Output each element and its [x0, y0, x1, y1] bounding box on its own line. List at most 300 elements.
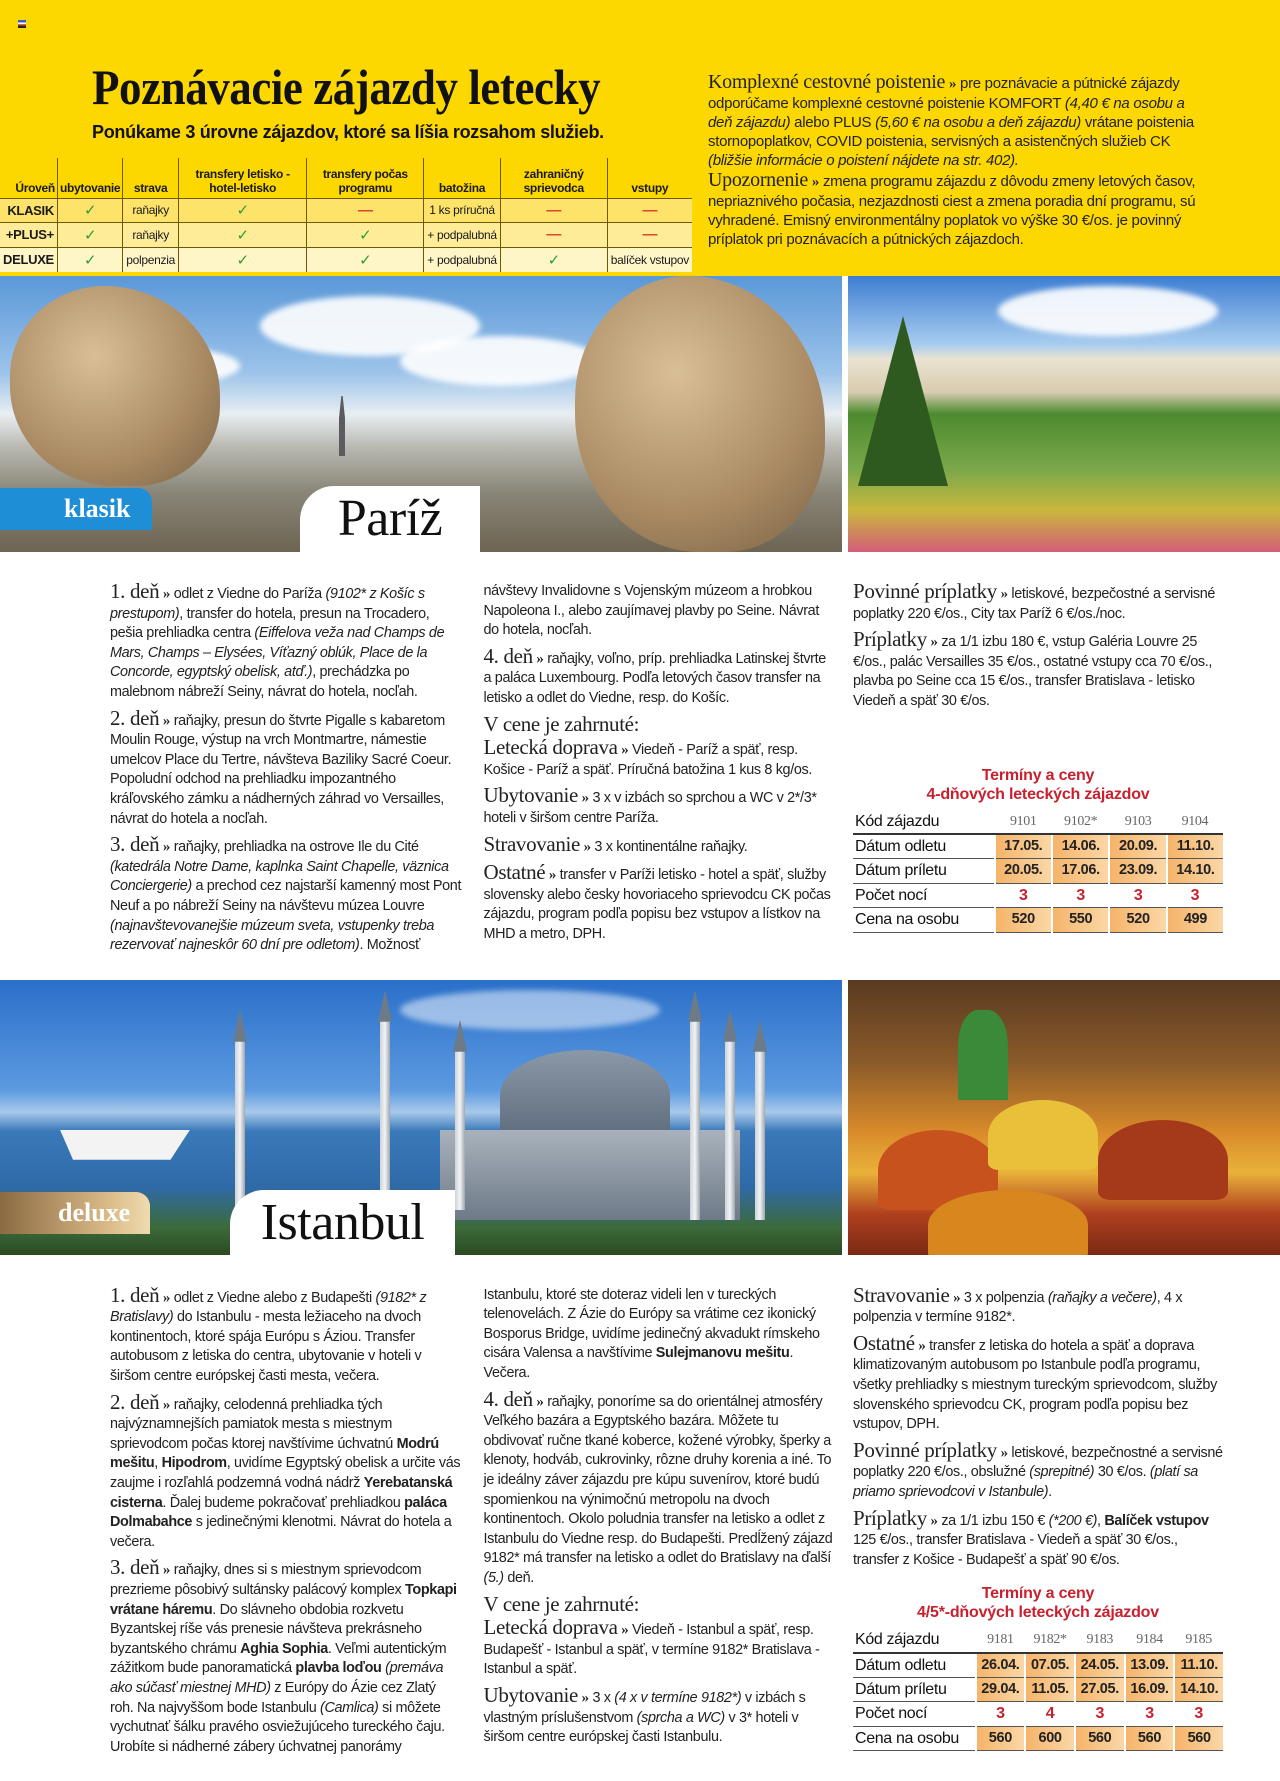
- day-4: [483, 643, 836, 709]
- separator: »: [621, 742, 629, 759]
- separator: »: [581, 790, 589, 807]
- price-cell: 3: [1075, 1702, 1125, 1727]
- level-badge-deluxe: deluxe: [0, 1192, 150, 1234]
- price-row-cost: [853, 908, 1223, 933]
- separator: »: [162, 712, 171, 729]
- price-row-cost: [853, 1726, 1223, 1751]
- text-segment: . Ďalej budeme pokračovať prehliadkou: [162, 1494, 405, 1511]
- table-cell: [307, 198, 424, 223]
- price-cell: 3: [1167, 883, 1223, 908]
- column-header: transfery letisko -hotel-letisko: [178, 158, 306, 198]
- info-label: Príplatky: [853, 627, 927, 652]
- row-label: Kód zájazdu: [853, 810, 995, 835]
- info-label: Ostatné: [853, 1330, 915, 1355]
- spice-bazaar-photo: [848, 980, 1280, 1255]
- versailles-garden-photo: [848, 276, 1280, 552]
- paris-extras: [853, 579, 1223, 933]
- check-icon: ✓: [236, 202, 249, 220]
- check-icon: ✓: [83, 251, 97, 269]
- text-segment: zmena programu zájazdu z dôvodu zmeny letových časov, nepriaznivého počasia, nezjazdnosti ciest a zmena poradia dní programu, sú vyhradené. Emisný environmentálny poplatok vo výške 30 €/os. je povinný príplatok pri poznávacích a pútnických zájazdoch.: [708, 173, 1196, 248]
- separator: »: [536, 650, 544, 667]
- page-subtitle: Ponúkame 3 úrovne zájazdov, ktoré sa líšia rozsahom služieb.: [92, 122, 604, 142]
- separator: »: [918, 1337, 926, 1354]
- day-4: [483, 1386, 836, 1589]
- info-label: Ostatné: [483, 860, 546, 885]
- info-paragraph: [853, 1282, 1223, 1328]
- text-segment: , 4 x polpenzia v termíne 9182*.: [853, 1289, 1183, 1326]
- text-segment: raňajky, voľno, príp. prehliadka Latinskej štvrte a paláca Luxembourg. Podľa letových časov transfer na letisko a odlet do Viedne, resp. do Košíc.: [483, 650, 826, 706]
- price-cell: 11.05.: [1025, 1677, 1075, 1702]
- info-paragraph: [483, 860, 836, 944]
- istanbul-price-block: [853, 1584, 1223, 1751]
- gargoyle-right-shape: [575, 276, 825, 552]
- cell-text: polpenzia: [126, 252, 175, 267]
- separator: »: [536, 1393, 544, 1410]
- separator: »: [930, 634, 938, 651]
- text-segment: (Eiffelova veža nad Champs de Mars, Champs – Elysées, Víťazný oblúk, Place de la Concorde, egyptský obelisk, atď.): [110, 625, 445, 681]
- destination-title-paris: Paríž: [300, 486, 480, 552]
- text-segment: (najnavštevovanejšie múzeum sveta, vstupenky treba rezervovať najneskôr 60 dní pre odletom): [110, 917, 435, 954]
- price-cell: 9185: [1174, 1628, 1223, 1653]
- price-table-subtitle: 4/5*-dňových leteckých zájazdov: [917, 1604, 1159, 1622]
- istanbul-extras: [853, 1282, 1223, 1752]
- price-cell: 3: [995, 883, 1052, 908]
- text-segment: raňajky, ponoríme sa do orientálnej atmosféry Veľkého bazára a Egyptského bazára. Môžete tu obdivovať ručne tkané koberce, kožené výrobky, šperky a klenoty, hodváb, cukrovinky, rôzne druhy korenia a iné. To je ideálny záver zájazdu pre kúpu suvenírov, ktoré budú spomienkou na výnimočnú metropolu na dvoch kontinentoch. Okolo poludnia transfer na letisko a odlet z Istanbulu do Viedne resp. do Budapešti. Predĺžený zájazd 9182* má transfer na letisko a odlet do Bratislavy na ďalší: [483, 1393, 833, 1567]
- price-cell: 9101: [995, 810, 1052, 835]
- insurance-label: Komplexné cestovné poistenie: [708, 71, 946, 93]
- paris-price-block: [853, 766, 1223, 933]
- price-cell: 11.10.: [1167, 834, 1223, 859]
- price-cell: 07.05.: [1025, 1653, 1075, 1678]
- text-segment: raňajky, dnes si s miestnym sprievodcom prezrieme pôsobivý sultánsky palácový komplex: [110, 1562, 422, 1598]
- check-icon: ✓: [547, 251, 560, 269]
- price-cell: 3: [1052, 883, 1109, 908]
- separator: »: [162, 1396, 171, 1413]
- text-segment: (Camlica): [320, 1699, 379, 1716]
- text-segment: (raňajky a večere): [1047, 1289, 1157, 1306]
- insurance-paragraph: [708, 73, 1208, 170]
- info-label: Ubytovanie: [483, 783, 578, 808]
- day-label: 3. deň: [110, 1555, 160, 1580]
- price-cell: 27.05.: [1075, 1677, 1125, 1702]
- price-cell: 4: [1025, 1702, 1075, 1727]
- separator: »: [811, 174, 820, 190]
- istanbul-text-row: [0, 1256, 1280, 1781]
- day-label: 1. deň: [110, 579, 160, 603]
- separator: »: [162, 1289, 171, 1306]
- price-cell: 20.05.: [995, 859, 1052, 884]
- info-label: Príplatky: [853, 1505, 927, 1530]
- price-cell: 9102*: [1052, 810, 1109, 835]
- table-cell: [500, 223, 607, 248]
- istanbul-itinerary: [110, 1282, 835, 1758]
- row-label: Dátum príletu: [853, 859, 995, 884]
- text-segment: ,: [154, 1455, 162, 1472]
- paragraph-text: [484, 1394, 833, 1586]
- price-cell: 560: [1125, 1726, 1175, 1751]
- separator: »: [953, 1289, 961, 1306]
- price-cell: 560: [976, 1726, 1026, 1751]
- text-segment: , uvidíme Egyptský obelisk a určite vás zaujme i rozľahlá podzemná vodná nádrž: [110, 1455, 461, 1492]
- table-row: [0, 247, 692, 272]
- check-icon: ✓: [83, 202, 97, 220]
- table-cell: [424, 247, 500, 272]
- table-cell: [500, 247, 607, 272]
- check-icon: ✓: [83, 226, 97, 244]
- separator: »: [162, 586, 171, 602]
- table-cell: [178, 247, 306, 272]
- text-segment: raňajky, presun do štvrte Pigalle s kabaretom Moulin Rouge, výstup na vrch Montmartre, námestie umelcov Place du Tertre, návšteva Baziliky Sacré Coeur. Popoludní odchod na prehliadku impozantného kráľovského zámku a nádherných záhrad vo Versailles, návrat do hotela a nocľah.: [110, 712, 452, 827]
- text-segment: (sprcha a WC): [636, 1709, 725, 1726]
- text-segment: (premáva ako súčasť miestnej MHD): [110, 1660, 444, 1696]
- price-cell: 17.05.: [995, 834, 1052, 859]
- price-cell: 9184: [1125, 1628, 1175, 1653]
- day-label: 1. deň: [110, 1282, 160, 1307]
- info-paragraph: [483, 831, 836, 858]
- table-cell: [57, 198, 122, 223]
- price-row-date: [853, 834, 1223, 859]
- price-row-date: [853, 859, 1223, 884]
- price-cell: 14.06.: [1052, 834, 1109, 859]
- price-cell: 3: [1174, 1702, 1223, 1727]
- price-cell: 26.04.: [976, 1653, 1026, 1678]
- day-label: 2. deň: [110, 1389, 160, 1414]
- price-cell: 3: [1109, 883, 1166, 908]
- info-paragraph: [483, 1615, 836, 1680]
- text-segment: Topkapi vrátane háremu: [110, 1582, 457, 1618]
- column-header: batožina: [424, 158, 500, 198]
- table-cell: [123, 223, 179, 248]
- row-label: Cena na osobu: [853, 908, 995, 933]
- text-segment: odlet z Viedne do Paríža: [170, 586, 326, 602]
- text-segment: pre poznávacie a pútnické zájazdy odporúčame komplexné cestovné poistenie KOMFORT: [708, 75, 1180, 112]
- paragraph-text: [110, 1397, 460, 1550]
- price-cell: 23.09.: [1109, 859, 1166, 884]
- price-row-date: [853, 1677, 1223, 1702]
- separator: »: [621, 1622, 629, 1639]
- paragraph-text: [484, 651, 826, 706]
- text-segment: ,: [1097, 1512, 1105, 1529]
- table-cell: [0, 247, 57, 272]
- info-label: Povinné príplatky: [853, 1437, 997, 1462]
- row-label: Dátum príletu: [853, 1677, 976, 1702]
- price-row-nights: [853, 883, 1223, 908]
- table-cell: [424, 198, 500, 223]
- text-segment: .: [1048, 1484, 1052, 1501]
- level-badge-klasik: klasik: [0, 488, 152, 530]
- table-cell: [424, 223, 500, 248]
- table-cell: [57, 247, 122, 272]
- text-segment: (4,40 € na osobu a deň zájazdu): [708, 95, 1185, 131]
- text-segment: (9102* z Košíc s prestupom): [110, 586, 425, 622]
- row-label: Počet nocí: [853, 1702, 976, 1727]
- text-segment: Sulejmanovu mešitu: [655, 1345, 790, 1362]
- info-label: Letecká doprava: [483, 735, 618, 760]
- table-cell: [57, 223, 122, 248]
- price-cell: 9103: [1109, 810, 1166, 835]
- text-segment: 3 x kontinentálne raňajky.: [590, 838, 748, 855]
- text-segment: , prechádzka po malebnom nábreží Seiny, návrat do hotela, nocľah.: [110, 664, 418, 700]
- table-cell: [123, 198, 179, 223]
- day-label: 3. deň: [110, 832, 160, 857]
- check-icon: ✓: [236, 251, 249, 269]
- price-row-code: [853, 810, 1223, 835]
- table-cell: [607, 223, 692, 248]
- price-cell: 14.10.: [1167, 859, 1223, 884]
- info-label: Letecká doprava: [483, 1615, 618, 1640]
- paragraph-text: [110, 713, 451, 827]
- price-table-title: Termíny a ceny: [981, 1585, 1095, 1603]
- text-segment: Modrú mešitu: [110, 1435, 439, 1472]
- dash-icon: —: [546, 226, 562, 244]
- text-segment: v 3* hoteli v širšom centre európskej časti Istanbulu.: [483, 1709, 799, 1746]
- text-segment: (platí sa priamo sprievodcovi v Istanbule): [853, 1464, 1198, 1501]
- price-row-nights: [853, 1702, 1223, 1727]
- day-1: [110, 1282, 462, 1387]
- included-heading: V cene je zahrnuté:: [483, 1591, 640, 1616]
- price-cell: 24.05.: [1075, 1653, 1125, 1678]
- info-label: Ubytovanie: [483, 1682, 578, 1707]
- day-2: [110, 705, 462, 830]
- text-segment: 125 €/os., transfer Bratislava - Viedeň a späť 30 €/os., transfer z Košice - Budapešť a späť 90 €/os.: [853, 1532, 1178, 1568]
- text-segment: 3 x polpenzia: [960, 1289, 1048, 1306]
- price-cell: 13.09.: [1125, 1653, 1175, 1678]
- row-label: Cena na osobu: [853, 1726, 976, 1751]
- price-cell: 520: [1109, 908, 1166, 933]
- info-paragraph: [483, 735, 836, 780]
- info-paragraph: [853, 1505, 1223, 1571]
- text-segment: do Istanbulu - mesta ležiaceho na dvoch kontinentoch, ktoré spája Európu s Áziou. Transfer autobusom z letiska do centra, ubytovanie v hoteli v širšom centre európskej časti mesta, večera.: [110, 1309, 422, 1385]
- price-cell: 9182*: [1025, 1628, 1075, 1653]
- check-icon: ✓: [359, 251, 372, 269]
- included-heading: V cene je zahrnuté:: [483, 711, 640, 736]
- cell-text: + podpalubná: [427, 227, 497, 242]
- text-segment: . Možnosť návštevy Invalidovne s Vojenským múzeom a hrobkou Napoleona I., alebo zaujímavej plavby po Seine. Návrat do hotela, nocľah.: [359, 583, 819, 954]
- text-segment: za 1/1 izbu 180 €, vstup Galéria Louvre 25 €/os., palác Versailles 35 €/os., ostatné vstupy cca 70 €/os., plavba po Seine cca 15 €/os., transfer Bratislava - letisko Viedeň a späť 30 €/os.: [853, 634, 1213, 709]
- check-icon: ✓: [359, 226, 372, 244]
- cell-text: raňajky: [132, 203, 169, 218]
- text-segment: (5,60 € na osobu a deň zájazdu): [875, 114, 1081, 131]
- text-segment: paláca Dolmabahce: [110, 1494, 447, 1531]
- header-info: [708, 0, 1208, 256]
- text-segment: , transfer do hotela, presun na Trocadero, pešia prehliadka centra: [110, 605, 430, 642]
- cell-text: + podpalubná: [427, 252, 497, 267]
- text-segment: odlet z Viedne alebo z Budapešti: [170, 1289, 376, 1306]
- text-segment: (katedrála Notre Dame, kaplnka Saint Chapelle, väznica Conciergerie): [110, 858, 449, 895]
- text-segment: z Európy do Ázie cez Zlatý roh. Na najvyššom bode Istanbulu: [110, 1679, 436, 1716]
- text-segment: Balíček vstupov: [1104, 1512, 1209, 1529]
- price-cell: 560: [1174, 1726, 1223, 1751]
- text-segment: plavba loďou: [295, 1660, 382, 1677]
- dash-icon: —: [546, 201, 562, 219]
- separator: »: [581, 1689, 589, 1706]
- dash-icon: —: [357, 201, 373, 219]
- column-header: ubytovanie: [57, 158, 122, 198]
- separator: »: [948, 76, 957, 92]
- column-header: Úroveň: [15, 180, 55, 195]
- text-segment: v izbách s vlastným príslušenstvom: [483, 1689, 806, 1726]
- text-segment: Viedeň - Paríž a späť, resp. Košice - Paríž a späť. Príručná batožina 1 kus 8 kg/os.: [483, 742, 812, 778]
- page-title: Poznávacie zájazdy letecky: [92, 59, 601, 115]
- gargoyle-left-shape: [10, 286, 220, 486]
- cell-text: +PLUS+: [5, 227, 54, 243]
- separator: »: [583, 838, 591, 855]
- price-cell: 499: [1167, 908, 1223, 933]
- text-segment: raňajky, prehliadka na ostrove Ile du Cité: [170, 839, 419, 856]
- table-header-row: [0, 158, 692, 198]
- info-paragraph: [853, 1330, 1223, 1435]
- price-cell: 29.04.: [976, 1677, 1026, 1702]
- row-label: Počet nocí: [853, 883, 995, 908]
- separator: »: [162, 1562, 171, 1579]
- check-icon: ✓: [236, 226, 249, 244]
- row-label: Dátum odletu: [853, 834, 995, 859]
- eiffel-tower-shape: [335, 396, 349, 456]
- text-segment: . Do slávneho obdobia rozkvetu Byzantskej ríše vás prenesie návšteva prekrásneho byzantského chrámu: [110, 1601, 422, 1657]
- separator: »: [162, 839, 171, 856]
- text-segment: Hipodrom: [161, 1455, 227, 1472]
- dash-icon: —: [642, 226, 658, 244]
- cell-text: raňajky: [132, 227, 169, 242]
- cell-text: balíček vstupov: [610, 252, 689, 267]
- text-segment: letiskové, bezpečostné a servisné poplatky 220 €/os., City tax Paríž 6 €/os./noc.: [853, 586, 1216, 622]
- price-cell: 9181: [976, 1628, 1026, 1653]
- paris-text-row: [0, 552, 1280, 980]
- text-segment: (*200 €): [1048, 1512, 1098, 1529]
- registration-mark-icon: [18, 20, 26, 28]
- table-cell: [0, 198, 57, 223]
- text-segment: 3 x: [588, 1689, 615, 1706]
- price-cell: 14.10.: [1174, 1677, 1223, 1702]
- info-label: Stravovanie: [853, 1282, 950, 1307]
- info-paragraph: [853, 627, 1223, 711]
- price-cell: 11.10.: [1174, 1653, 1223, 1678]
- text-segment: raňajky, celodenná prehliadka tých najvýznamnejších pamiatok mesta s miestnym sprievodcom počas ktorej navštívime úchvatnú: [110, 1396, 397, 1452]
- row-label: Dátum odletu: [853, 1653, 976, 1678]
- service-levels-table: [0, 158, 692, 272]
- text-segment: deň.: [503, 1570, 534, 1586]
- separator: »: [1000, 586, 1008, 602]
- info-text: [591, 839, 748, 855]
- text-segment: (sprepitné): [1029, 1464, 1095, 1481]
- price-row-code: [853, 1628, 1223, 1653]
- header-banner: [0, 0, 1280, 276]
- table-row: [0, 198, 692, 223]
- notice-label: Upozornenie: [708, 169, 808, 191]
- info-paragraph: [853, 579, 1223, 624]
- price-table: [853, 1628, 1223, 1751]
- text-segment: letiskové, bezpečnostné a servisné poplatky 220 €/os., obslužné: [853, 1444, 1223, 1481]
- day-2: [110, 1389, 462, 1553]
- text-segment: (5.): [483, 1570, 504, 1586]
- cell-text: 1 ks príručná: [429, 203, 495, 218]
- column-header: transfery počas programu: [307, 158, 424, 198]
- info-paragraph: [483, 783, 836, 828]
- separator: »: [548, 867, 557, 884]
- info-label: Povinné príplatky: [853, 579, 997, 603]
- paris-itinerary: [110, 579, 835, 956]
- day-1: [110, 579, 462, 703]
- table-cell: [500, 198, 607, 223]
- cell-text: KLASIK: [7, 202, 54, 218]
- paris-photo-row: [0, 276, 1280, 552]
- info-label: Stravovanie: [483, 831, 580, 856]
- price-cell: 550: [1052, 908, 1109, 933]
- text-segment: a prechod cez najstarší kamenný most Pont Neuf a po nábreží Seiny na návštevu múzea Louvre: [110, 878, 462, 914]
- text-segment: Viedeň - Istanbul a späť, resp. Budapešť - Istanbul a späť, v termíne 9182* Bratislava - Istanbul a späť.: [483, 1622, 820, 1678]
- text-segment: (9182* z Bratislavy): [110, 1289, 427, 1326]
- info-paragraph: [853, 1437, 1223, 1503]
- text-segment: za 1/1 izbu 150 €: [937, 1512, 1049, 1529]
- text-segment: Yerebatanská cisterna: [110, 1475, 453, 1511]
- text-segment: si môžete vychutnať šálku pravého osviežujúceho tureckého čaju. Urobíte si nádherné zábery úchvatnej panorámy Istanbulu, ktoré ste doteraz videli len v tureckých telenovelách. Z Ázie do Európy sa vrátime cez ikonický Bosporus Bridge, uvidíme jedinečný akvadukt rímskeho cisára Valensa a navštívime: [110, 1286, 820, 1755]
- day-label: 4. deň: [483, 1386, 533, 1411]
- price-table: [853, 810, 1223, 933]
- text-segment: . Večera.: [483, 1345, 794, 1382]
- price-cell: 9183: [1075, 1628, 1125, 1653]
- text-segment: vrátane poistenia stornopoplatkov, COVID poistenia, servisných a asistenčných služieb CK: [708, 114, 1194, 150]
- text-segment: Aghia Sophia: [240, 1640, 328, 1657]
- price-cell: 3: [976, 1702, 1026, 1727]
- text-segment: transfer v Paríži letisko - hotel a späť, služby slovensky alebo česky hovoriaceho sprievodcu CK počas zájazdu, program podľa popisu bez vstupov a lístkov na MHD a metro, DPH.: [483, 867, 831, 942]
- text-segment: s jedinečnými klenotmi. Návrat do hotela a večera.: [110, 1514, 452, 1550]
- table-cell: [607, 247, 692, 272]
- separator: »: [930, 1512, 938, 1529]
- price-cell: 17.06.: [1052, 859, 1109, 884]
- info-paragraph: [483, 1682, 836, 1748]
- price-cell: 600: [1025, 1726, 1075, 1751]
- day-label: 4. deň: [483, 643, 533, 668]
- price-cell: 3: [1125, 1702, 1175, 1727]
- row-label: Kód zájazdu: [853, 1628, 976, 1653]
- text-segment: 3 x v izbách so sprchou a WC v 2*/3* hoteli v širšom centre Paríža.: [483, 790, 817, 826]
- column-header: vstupy: [607, 158, 692, 198]
- paragraph-text: [110, 586, 444, 700]
- price-table-title: Termíny a ceny: [981, 766, 1095, 784]
- price-row-date: [853, 1653, 1223, 1678]
- table-cell: [123, 247, 179, 272]
- price-cell: 16.09.: [1125, 1677, 1175, 1702]
- price-cell: 9104: [1167, 810, 1223, 835]
- separator: »: [1000, 1444, 1008, 1461]
- table-cell: [307, 223, 424, 248]
- table-cell: [0, 223, 57, 248]
- text-segment: . Veľmi autentickým zážitkom bude panoramatická: [110, 1640, 447, 1677]
- text-segment: (4 x v termíne 9182*): [614, 1689, 742, 1706]
- cell-text: DELUXE: [3, 252, 54, 267]
- column-header: zahraničný sprievodca: [500, 158, 607, 198]
- dash-icon: —: [642, 201, 658, 219]
- istanbul-photo-row: [0, 980, 1280, 1256]
- notice-paragraph: [708, 171, 1208, 249]
- text-segment: (bližšie informácie o poistení nájdete na str. 402).: [708, 152, 1019, 169]
- table-cell: [178, 198, 306, 223]
- destination-title-istanbul: Istanbul: [230, 1190, 455, 1256]
- text-segment: alebo PLUS: [790, 114, 876, 131]
- table-cell: [307, 247, 424, 272]
- price-cell: 520: [995, 908, 1052, 933]
- price-cell: 560: [1075, 1726, 1125, 1751]
- day-label: 2. deň: [110, 705, 160, 730]
- table-row: [0, 223, 692, 248]
- table-cell: [178, 223, 306, 248]
- price-table-subtitle: 4-dňových leteckých zájazdov: [926, 785, 1150, 803]
- price-cell: 20.09.: [1109, 834, 1166, 859]
- column-header: strava: [123, 158, 179, 198]
- text-segment: 30 €/os.: [1094, 1464, 1150, 1481]
- text-segment: transfer z letiska do hotela a späť a doprava klimatizovaným autobusom po Istanbule podľa programu, všetky prehliadky s miestnym tureckým sprievodcom, služby slovenského sprievodcu CK, program podľa popisu bez vstupov, DPH.: [853, 1337, 1217, 1433]
- table-cell: [607, 198, 692, 223]
